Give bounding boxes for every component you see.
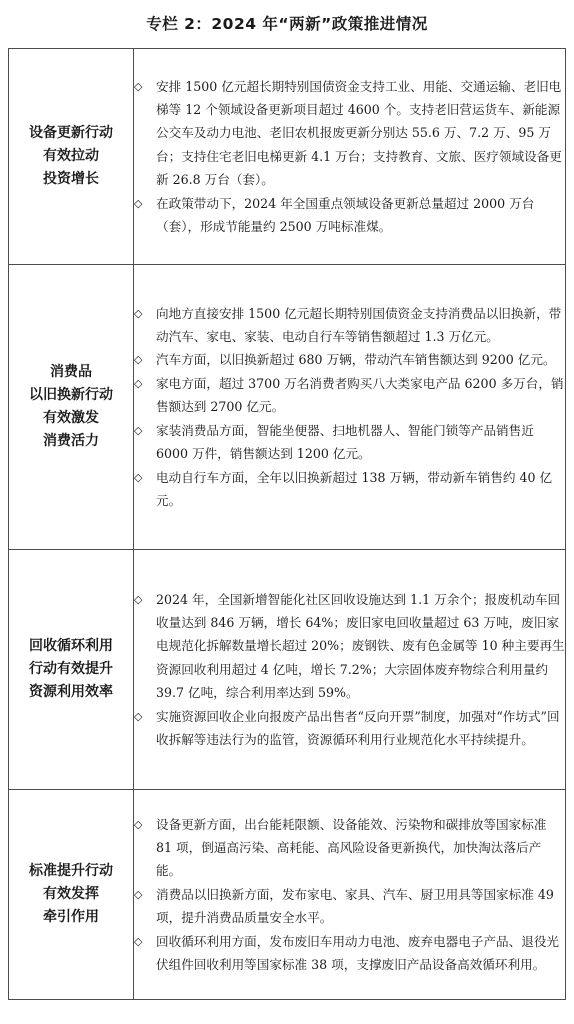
- list-item: [134, 705, 565, 752]
- policy-table: [8, 48, 566, 1000]
- list-item: [134, 302, 565, 349]
- table-row: [9, 265, 566, 550]
- item-text: 电动自行车方面，全年以旧换新超过 138 万辆，带动新车销售约 40 亿元。: [156, 469, 553, 508]
- table-row: [9, 49, 566, 265]
- list-item: [134, 883, 565, 930]
- row-label-line: 以旧换新行动: [29, 387, 113, 403]
- diamond-bullet-icon: ◇: [134, 353, 143, 367]
- row-label-line: 资源利用效率: [29, 684, 113, 700]
- item-text: 安排 1500 亿元超长期特别国债资金支持工业、用能、交通运输、老旧电梯等 12 个领域设备更新项目超过 4600 个。支持老旧营运货车、新能源公交车及动力电池、老旧农机报废更新分别达 55.6 万、7.2 万、95 万台；支持住宅老旧电梯更新 4.1 万台；支持教育、文旅、医疗领域设备更新 26.8 万台（套）。: [156, 78, 562, 188]
- row-content: [134, 550, 566, 790]
- list-item: [134, 348, 565, 371]
- item-text: 向地方直接安排 1500 亿元超长期特别国债资金支持消费品以旧换新，带动汽车、家电、家装、电动自行车等销售额超过 1.3 万亿元。: [156, 305, 562, 345]
- list-item: [134, 930, 565, 977]
- diamond-bullet-icon: ◇: [134, 423, 143, 437]
- item-text: 设备更新方面，出台能耗限额、设备能效、污染物和碳排放等国家标准 81 项，倒逼高污染、高耗能、高风险设备更新换代，加快淘汰落后产能。: [156, 816, 547, 879]
- row-label-line: 消费活力: [43, 433, 99, 449]
- list-item: [134, 192, 565, 239]
- row-label-line: 投资增长: [43, 171, 99, 187]
- table-row: [9, 790, 566, 1000]
- list-item: [134, 813, 565, 883]
- diamond-bullet-icon: ◇: [134, 376, 143, 390]
- diamond-bullet-icon: ◇: [134, 817, 143, 831]
- diamond-bullet-icon: ◇: [134, 709, 143, 723]
- row-label-line: 有效发挥: [43, 886, 99, 902]
- item-text: 家电方面，超过 3700 万名消费者购买八大类家电产品 6200 多万台，销售额达到 2700 亿元。: [156, 375, 564, 415]
- item-text: 消费品以旧换新方面，发布家电、家具、汽车、厨卫用具等国家标准 49 项，提升消费品质量安全水平。: [156, 886, 554, 926]
- diamond-bullet-icon: ◇: [134, 470, 143, 484]
- row-label-line: 设备更新行动: [29, 125, 113, 141]
- list-item: [134, 372, 565, 419]
- row-label-line: 有效拉动: [43, 148, 99, 164]
- row-label: [9, 49, 134, 265]
- diamond-bullet-icon: ◇: [134, 592, 143, 606]
- row-label-line: 消费品: [50, 364, 92, 380]
- diamond-bullet-icon: ◇: [134, 934, 143, 948]
- row-label-line: 牵引作用: [43, 909, 99, 925]
- item-text: 汽车方面，以旧换新超过 680 万辆，带动汽车销售额达到 9200 亿元。: [156, 352, 556, 368]
- list-item: [134, 588, 565, 705]
- row-label-line: 标准提升行动: [29, 863, 113, 879]
- diamond-bullet-icon: ◇: [134, 79, 143, 93]
- row-content: [134, 790, 566, 1000]
- row-content: [134, 49, 566, 265]
- item-text: 家装消费品方面，智能坐便器、扫地机器人、智能门锁等产品销售近 6000 万件，销售额达到 1200 亿元。: [156, 422, 534, 462]
- list-item: [134, 75, 565, 192]
- item-text: 回收循环利用方面，发布废旧车用动力电池、废弃电器电子产品、退役光伏组件回收利用等国家标准 38 项，支撑废旧产品设备高效循环利用。: [156, 933, 559, 973]
- row-label-line: 行动有效提升: [29, 661, 113, 677]
- row-label: [9, 550, 134, 790]
- row-label-line: 回收循环利用: [29, 638, 113, 654]
- table-row: [9, 550, 566, 790]
- list-item: [134, 419, 565, 466]
- row-label-line: 有效激发: [43, 410, 99, 426]
- item-text: 在政策带动下，2024 年全国重点领域设备更新总量超过 2000 万台（套），形成节能量约 2500 万吨标准煤。: [156, 195, 535, 235]
- item-text: 2024 年，全国新增智能化社区回收设施达到 1.1 万余个；报废机动车回收量达到 846 万辆，增长 64%；废旧家电回收量超过 63 万吨，废旧家电规范化拆解数量增长超过 20%；废钢铁、废有色金属等 10 种主要再生资源回收利用超过 4 亿吨，增长 7.2%；大宗固体废弃物综合利用量约 39.7 亿吨，综合利用率达到 59%。: [156, 591, 565, 701]
- row-content: [134, 265, 566, 550]
- diamond-bullet-icon: ◇: [134, 306, 143, 320]
- diamond-bullet-icon: ◇: [134, 196, 143, 210]
- row-label: [9, 790, 134, 1000]
- list-item: [134, 466, 565, 513]
- item-text: 实施资源回收企业向报废产品出售者“反向开票”制度，加强对“作坊式”回收拆解等违法行为的监管，资源循环利用行业规范化水平持续提升。: [156, 708, 560, 748]
- diamond-bullet-icon: ◇: [134, 887, 143, 901]
- document-title: 专栏 2：2024 年“两新”政策推进情况: [146, 15, 428, 33]
- row-label: [9, 265, 134, 550]
